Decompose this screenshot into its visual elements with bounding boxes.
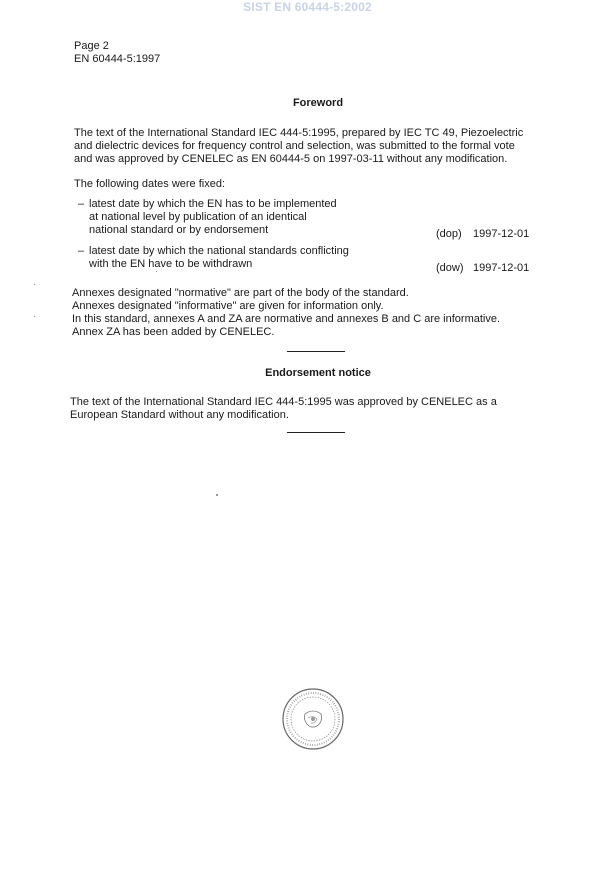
foreword-title: Foreword — [292, 97, 344, 109]
dates-intro: The following dates were fixed: — [74, 178, 226, 190]
date-item-line: latest date by which the national standards conflicting — [89, 245, 349, 257]
watermark: SIST EN 60444-5:2002 — [243, 0, 372, 14]
foreword-intro — [74, 127, 523, 166]
annex-note-line: Annex ZA has been added by CENELEC. — [72, 326, 275, 338]
date-item-line: at national level by publication of an identical — [89, 211, 307, 223]
date-value-dop: 1997-12-01 — [473, 228, 530, 240]
annex-note-line: In this standard, annexes A and ZA are normative and annexes B and C are informative. — [72, 313, 501, 325]
date-item-line: with the EN have to be withdrawn — [89, 258, 253, 270]
date-value-dow: 1997-12-01 — [473, 262, 530, 274]
date-code-dop: (dop) — [436, 228, 462, 240]
annex-note-line: Annexes designated "informative" are given for information only. — [72, 300, 384, 312]
scan-speck — [216, 494, 218, 496]
section-divider — [287, 351, 345, 352]
endorsement-title: Endorsement notice — [265, 367, 371, 379]
document-number: EN 60444-5:1997 — [74, 53, 161, 65]
bullet-dash: – — [78, 198, 85, 210]
scan-speck — [34, 316, 35, 317]
page-header — [74, 40, 160, 66]
foreword-intro-line: The text of the International Standard IEC 444-5:1995, prepared by IEC TC 49, Piezoelectric — [74, 127, 524, 139]
scan-speck — [156, 271, 157, 272]
annex-note-line: Annexes designated "normative" are part of the body of the standard. — [72, 287, 409, 299]
endorsement-line: The text of the International Standard IEC 444-5:1995 was approved by CENELEC as a — [70, 396, 497, 408]
annex-notes — [72, 287, 500, 339]
date-item-line: latest date by which the EN has to be implemented — [89, 198, 337, 210]
scan-speck — [34, 284, 35, 285]
date-code-dow: (dow) — [436, 262, 464, 274]
section-divider — [287, 432, 345, 433]
stamp-seal-icon — [280, 686, 346, 752]
bullet-dash: – — [78, 245, 85, 257]
endorsement-text — [70, 396, 497, 422]
page-number: Page 2 — [74, 40, 109, 52]
date-item-line: national standard or by endorsement — [89, 224, 269, 236]
endorsement-line: European Standard without any modification. — [70, 409, 289, 421]
foreword-intro-line: and was approved by CENELEC as EN 60444-5 on 1997-03-11 without any modification. — [74, 153, 508, 165]
official-stamp — [280, 686, 346, 752]
foreword-intro-line: and dielectric devices for frequency control and selection, was submitted to the formal vote — [74, 140, 515, 152]
